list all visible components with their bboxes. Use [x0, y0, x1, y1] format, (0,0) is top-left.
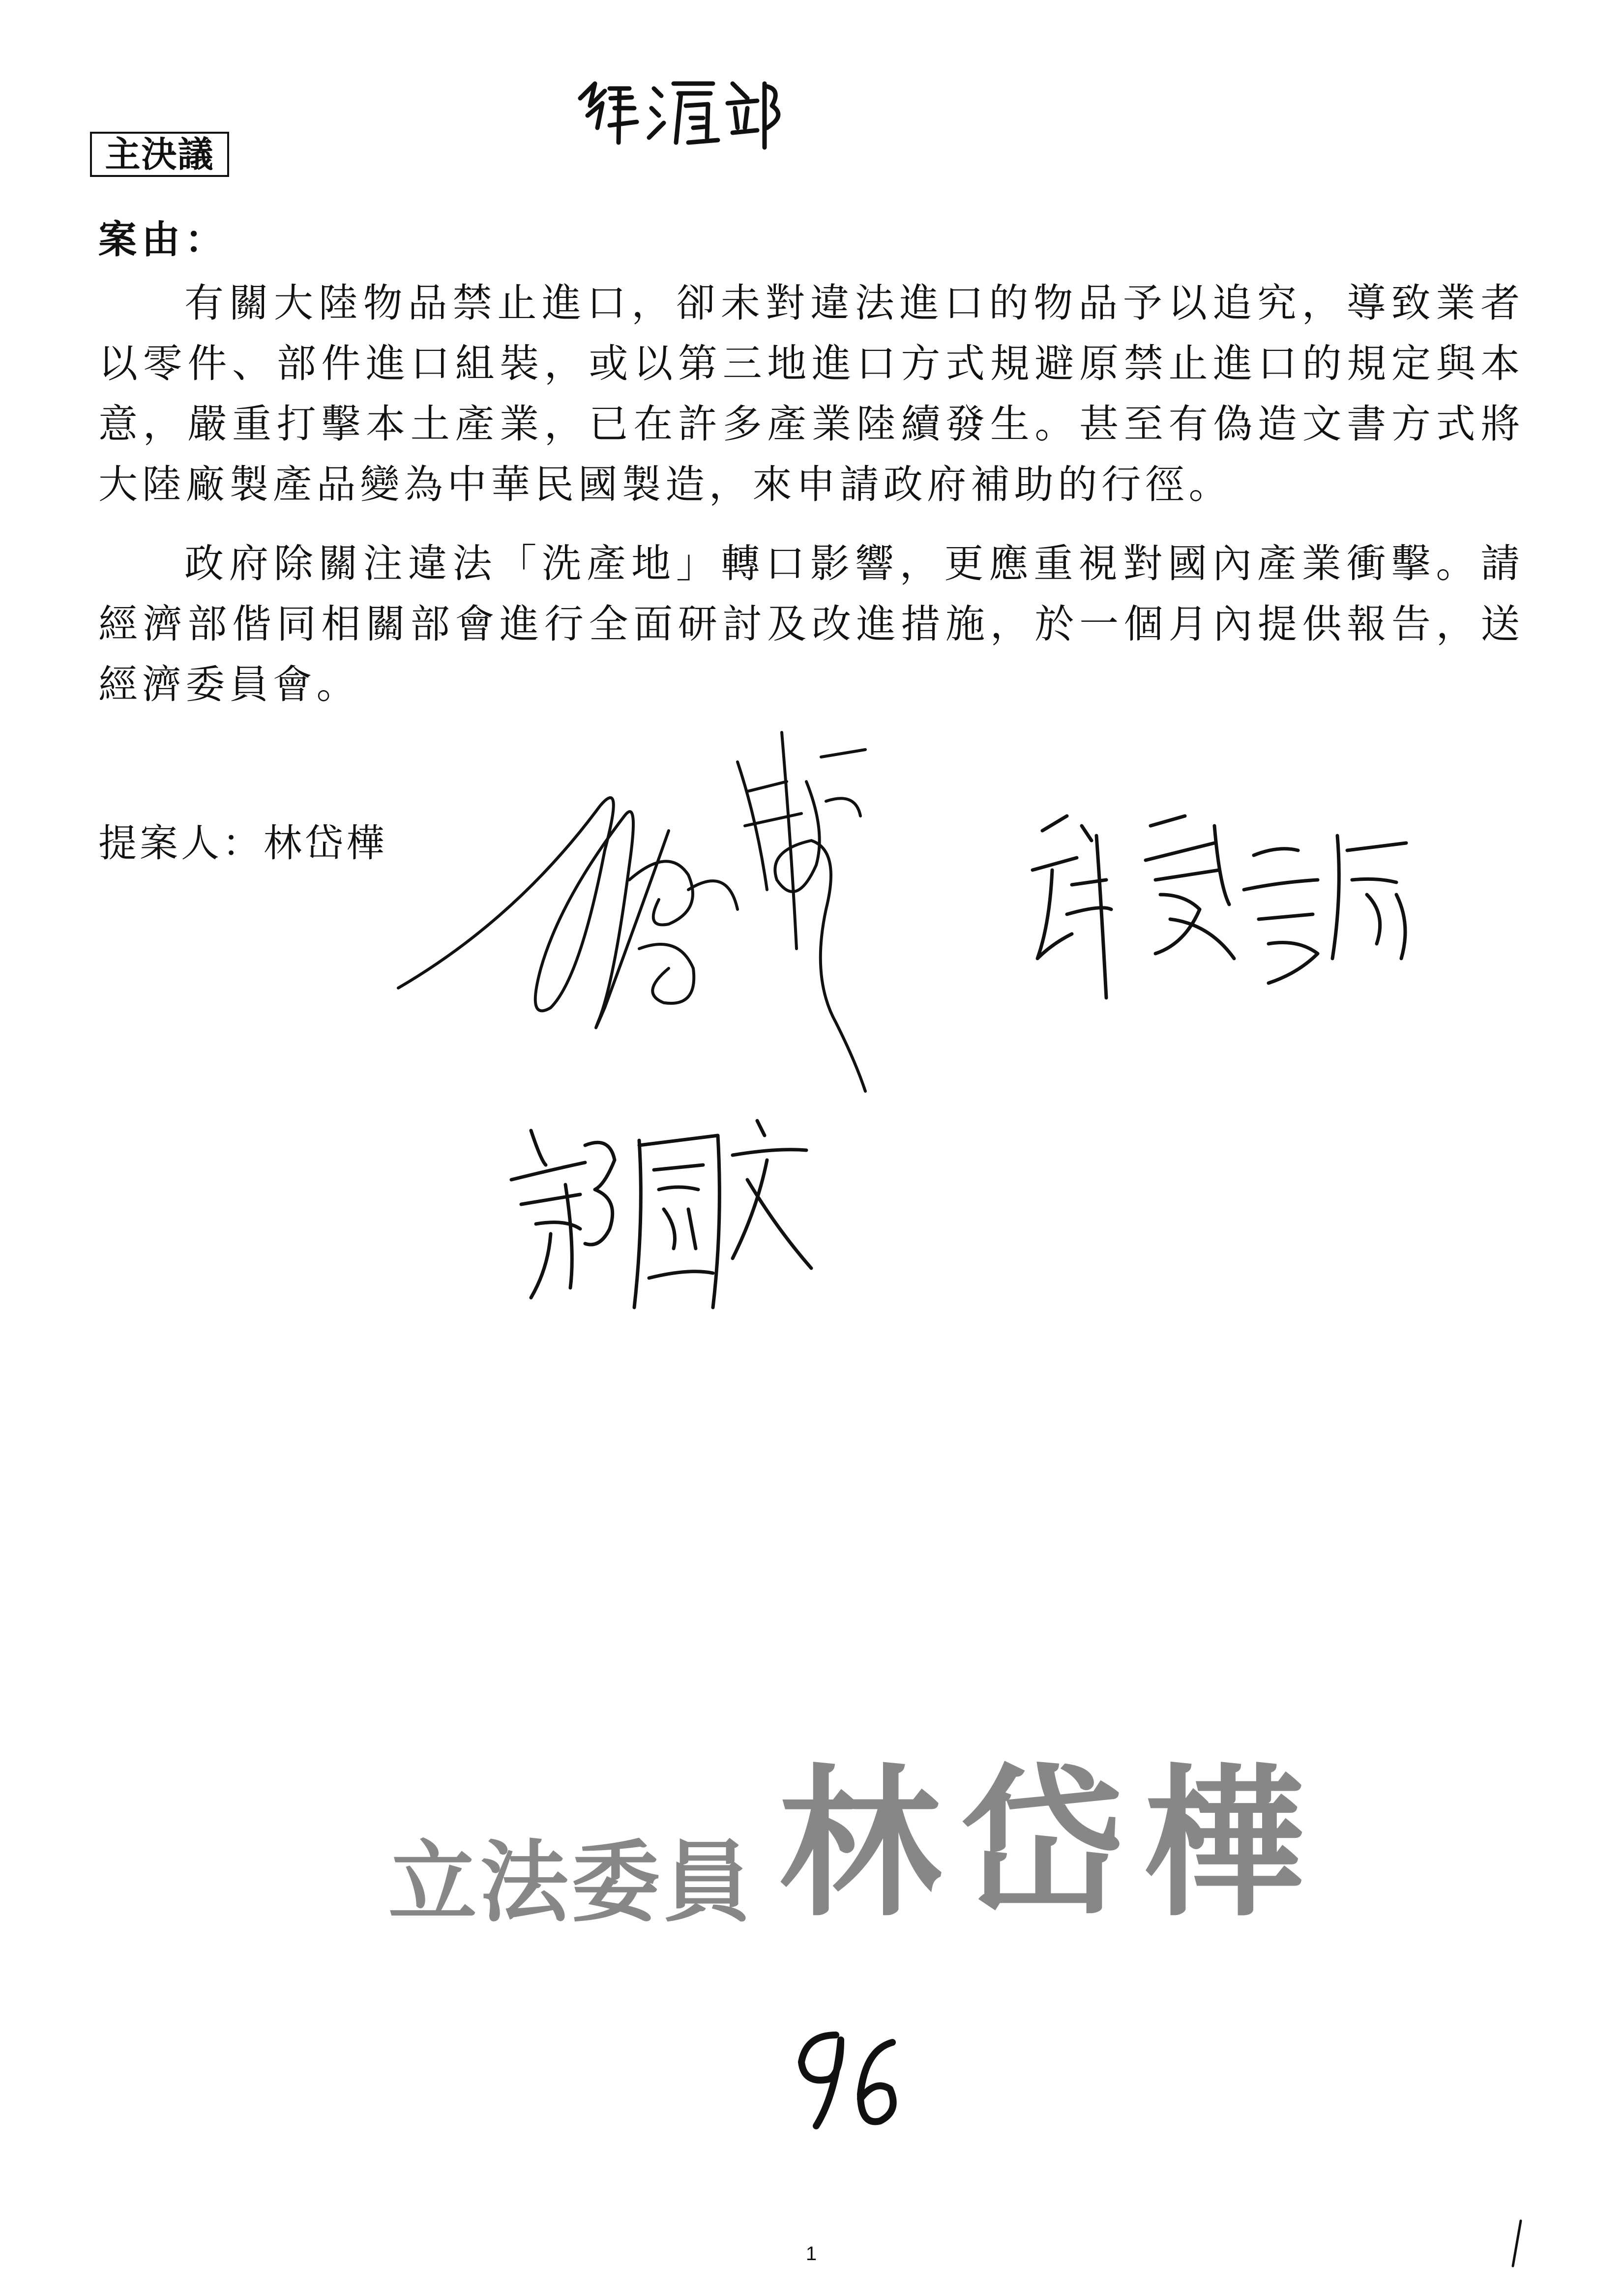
signature-third [502, 1101, 816, 1317]
handwritten-annotation [575, 69, 792, 152]
case-paragraph: 有關大陸物品禁止進口，卻未對違法進口的物品予以追究，導致業者以零件、部件進口組裝，或以第三地進口方式規避原禁止進口的規定與本意，嚴重打擊本土產業，已在許多產業陸續發生。甚至有偽造文書方式將大陸廠製產品變為中華民國製造，來申請政府補助的行徑。 [98, 280, 1524, 507]
proposer-name: 林岱樺 [264, 821, 388, 866]
signature-second [1023, 796, 1426, 1032]
seal-title: 立法委員 [388, 1831, 755, 1934]
proposer-line [98, 819, 387, 868]
name-seal-stamp [388, 1735, 1352, 1942]
seal-name: 林岱樺 [779, 1748, 1325, 1939]
case-heading: 案由： [98, 218, 229, 262]
signature-primary [393, 703, 934, 1096]
proposer-label: 提案人： [98, 821, 264, 866]
case-paragraph: 政府除關注違法「洗產地」轉口影響，更應重視對國內產業衝擊。請經濟部偕同相關部會進行全面研討及改進措施，於一個月內提供報告，送經濟委員會。 [98, 541, 1524, 707]
motion-type-label: 主決議 [90, 132, 229, 177]
handwritten-number [787, 2020, 905, 2133]
page-number: 1 [805, 2243, 817, 2265]
corner-mark [1507, 2217, 1527, 2271]
